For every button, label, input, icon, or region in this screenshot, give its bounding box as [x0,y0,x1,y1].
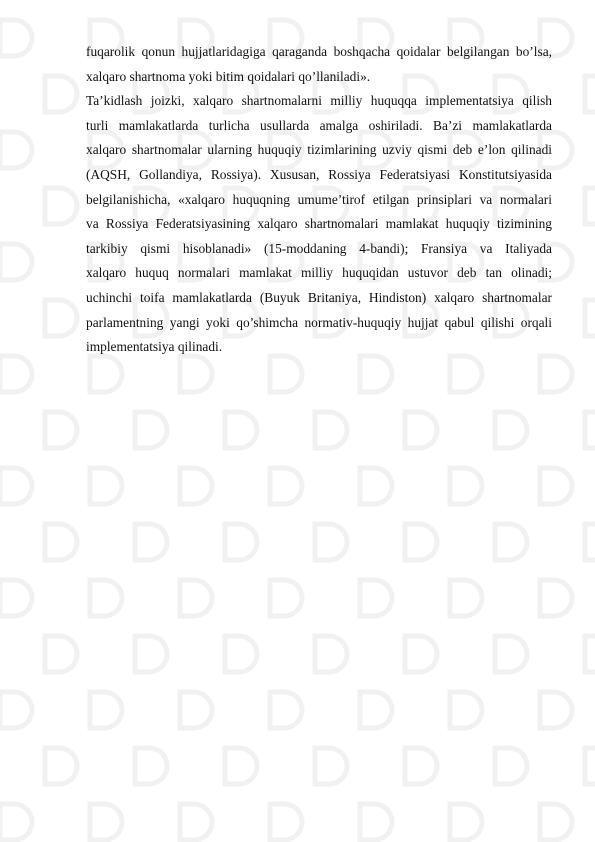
watermark-mark [225,412,257,448]
watermark-mark [45,636,77,672]
watermark-mark [540,356,572,392]
watermark-mark [270,356,302,392]
watermark-mark [540,804,572,840]
watermark-mark [360,356,392,392]
watermark-mark [585,188,595,224]
watermark-mark [495,748,527,784]
watermark-mark [45,76,77,112]
watermark-mark [360,580,392,616]
watermark-mark [315,412,347,448]
watermark-mark [0,692,32,728]
watermark-mark [270,580,302,616]
watermark-mark [405,524,437,560]
watermark-mark [270,804,302,840]
watermark-mark [270,692,302,728]
document-body [86,40,552,360]
watermark-mark [90,468,122,504]
watermark-mark [0,356,32,392]
watermark-mark [0,468,32,504]
text-line: belgilanishicha, «xalqaro huquqning umume’tirof etilgan prinsiplari va normalari [86,191,552,207]
text-line: implementatsiya qilinadi. [86,339,223,355]
watermark-mark [360,692,392,728]
watermark-mark [585,76,595,112]
watermark-mark [450,356,482,392]
watermark-mark [405,412,437,448]
watermark-mark [180,356,212,392]
watermark-mark [540,580,572,616]
watermark-mark [45,748,77,784]
watermark-mark [585,524,595,560]
watermark-mark [585,412,595,448]
text-line: Ta’kidlash joizki, xalqaro shartnomalarni milliy huquqqa implementatsiya qilish [86,93,552,109]
text-line: xalqaro huquq normalari mamlakat milliy huquqidan ustuvor deb tan olinadi; [86,265,552,281]
watermark-mark [0,20,32,56]
watermark-mark [90,580,122,616]
watermark-mark [0,132,32,168]
watermark-mark [45,412,77,448]
watermark-mark [450,804,482,840]
watermark-mark [450,580,482,616]
text-line: va Rossiya Federatsiyasining xalqaro shartnomalari mamlakat huquqiy tizimining [86,216,552,232]
watermark-mark [540,468,572,504]
watermark-mark [135,636,167,672]
watermark-mark [450,692,482,728]
watermark-mark [180,468,212,504]
watermark-mark [360,804,392,840]
watermark-mark [495,412,527,448]
watermark-mark [90,692,122,728]
watermark-mark [180,804,212,840]
text-line: xalqaro shartnomalar ularning huquqiy tizimlarining uzviy qismi deb e’lon qilinadi [86,142,552,158]
watermark-mark [135,748,167,784]
watermark-mark [90,804,122,840]
watermark-mark [225,524,257,560]
watermark-mark [45,524,77,560]
text-line: turli mamlakatlarda turlicha usullarda amalga oshiriladi. Ba’zi mamlakatlarda [86,117,552,133]
watermark-mark [540,692,572,728]
watermark-mark [45,188,77,224]
text-line: tarkibiy qismi hisoblanadi» (15-moddaning 4-bandi); Fransiya va Italiyada [86,240,552,256]
text-line: xalqaro shartnoma yoki bitim qoidalari qo’llaniladi». [86,68,371,84]
watermark-mark [315,524,347,560]
watermark-mark [495,636,527,672]
watermark-mark [180,692,212,728]
watermark-mark [585,748,595,784]
watermark-mark [135,524,167,560]
watermark-mark [450,468,482,504]
watermark-mark [0,580,32,616]
watermark-mark [180,580,212,616]
watermark-mark [0,244,32,280]
watermark-mark [585,300,595,336]
watermark-mark [405,636,437,672]
watermark-mark [405,748,437,784]
text-line: (AQSH, Gollandiya, Rossiya). Xususan, Rossiya Federatsiyasi Konstitutsiyasida [86,166,552,182]
watermark-mark [45,300,77,336]
watermark-mark [270,468,302,504]
watermark-mark [585,636,595,672]
text-line: fuqarolik qonun hujjatlaridagiga qaraganda boshqacha qoidalar belgilangan bo’lsa, [86,44,552,59]
watermark-mark [225,748,257,784]
watermark-mark [90,356,122,392]
text-line: parlamentning yangi yoki qo’shimcha normativ-huquqiy hujjat qabul qilishi orqali [86,314,552,330]
watermark-mark [360,468,392,504]
watermark-mark [495,524,527,560]
watermark-mark [315,636,347,672]
watermark-mark [0,804,32,840]
watermark-mark [315,748,347,784]
watermark-mark [225,636,257,672]
text-line: uchinchi toifa mamlakatlarda (Buyuk Britaniya, Hindiston) xalqaro shartnomalar [86,289,552,305]
watermark-mark [135,412,167,448]
